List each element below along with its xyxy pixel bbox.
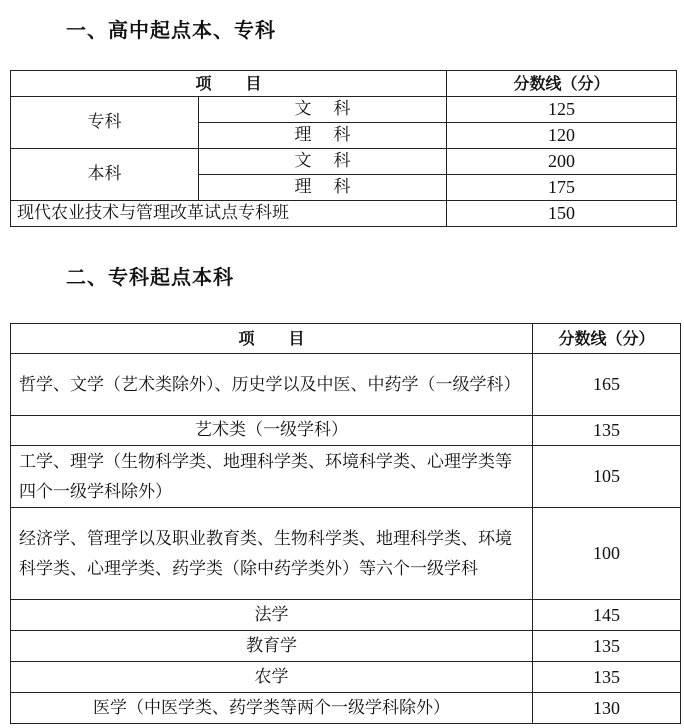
header-score: 分数线（分）	[447, 71, 677, 97]
subject-cell: 理科	[199, 175, 447, 201]
table-row	[11, 149, 677, 175]
score-cell: 145	[533, 600, 681, 631]
score-cell: 125	[447, 97, 677, 123]
table-row	[11, 416, 681, 446]
section-title-highschool: 一、高中起点本、专科	[66, 18, 276, 42]
category-cell: 专科	[11, 97, 199, 149]
header-score: 分数线（分）	[533, 324, 681, 354]
table-row	[11, 631, 681, 662]
subject-cell: 文科	[199, 97, 447, 123]
table-row	[11, 693, 681, 724]
table-row	[11, 354, 681, 416]
table-row	[11, 600, 681, 631]
subject-cell: 文科	[199, 149, 447, 175]
score-table-highschool	[10, 70, 677, 227]
table-header-row	[11, 71, 677, 97]
header-item: 项目	[11, 71, 447, 97]
score-cell: 135	[533, 662, 681, 693]
table-row	[11, 97, 677, 123]
score-cell: 105	[533, 446, 681, 508]
table-row	[11, 508, 681, 600]
item-cell: 农学	[11, 662, 533, 693]
score-cell: 150	[447, 201, 677, 227]
table-row	[11, 446, 681, 508]
score-cell: 135	[533, 416, 681, 446]
table-row	[11, 662, 681, 693]
item-cell: 医学（中医学类、药学类等两个一级学科除外）	[11, 693, 533, 724]
subject-cell: 理科	[199, 123, 447, 149]
score-cell: 130	[533, 693, 681, 724]
table-header-row	[11, 324, 681, 354]
item-cell: 艺术类（一级学科）	[11, 416, 533, 446]
header-item: 项目	[11, 324, 533, 354]
score-cell: 120	[447, 123, 677, 149]
section-title-college: 二、专科起点本科	[66, 265, 234, 289]
score-cell: 175	[447, 175, 677, 201]
category-cell: 本科	[11, 149, 199, 201]
category-cell: 现代农业技术与管理改革试点专科班	[11, 201, 447, 227]
item-cell: 工学、理学（生物科学类、地理科学类、环境科学类、心理学类等四个一级学科除外）	[11, 446, 533, 508]
item-cell: 经济学、管理学以及职业教育类、生物科学类、地理科学类、环境科学类、心理学类、药学类（除中药学类外）等六个一级学科	[11, 508, 533, 600]
score-table-college	[10, 323, 681, 724]
table-row	[11, 201, 677, 227]
item-cell: 哲学、文学（艺术类除外）、历史学以及中医、中药学（一级学科）	[11, 354, 533, 416]
score-cell: 100	[533, 508, 681, 600]
score-cell: 165	[533, 354, 681, 416]
item-cell: 教育学	[11, 631, 533, 662]
item-cell: 法学	[11, 600, 533, 631]
score-cell: 135	[533, 631, 681, 662]
score-cell: 200	[447, 149, 677, 175]
